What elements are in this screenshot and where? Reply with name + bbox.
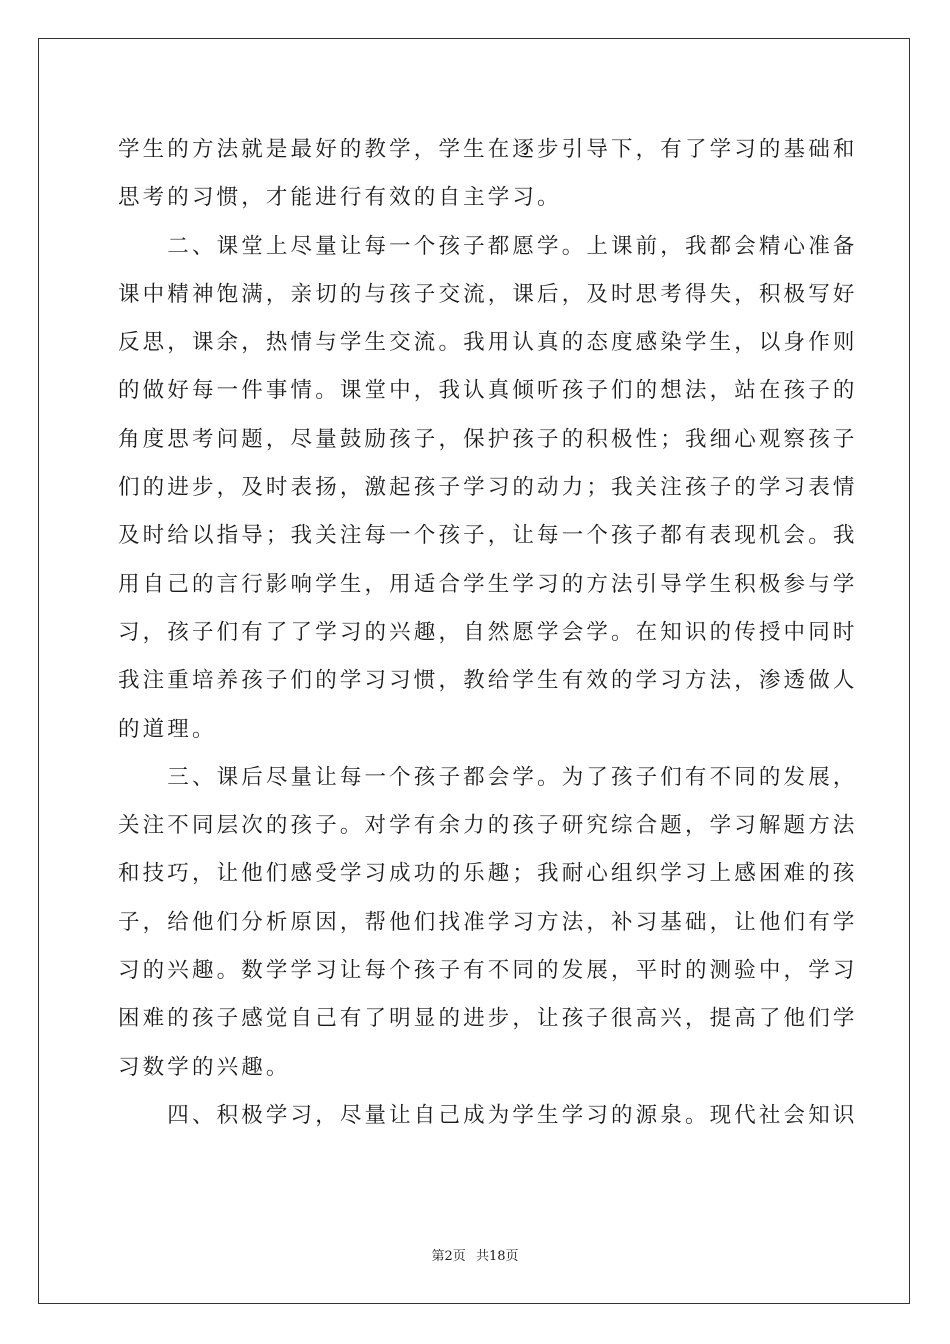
text-line: 子，给他们分析原因，帮他们找准学习方法，补习基础，让他们有学 — [118, 909, 858, 935]
text-line: 的道理。 — [118, 716, 217, 742]
text-line: 习，孩子们有了了学习的兴趣，自然愿学会学。在知识的传授中同时 — [118, 619, 858, 645]
text-line: 课中精神饱满，亲切的与孩子交流，课后，及时思考得失，积极写好 — [118, 281, 858, 307]
text-line: 习数学的兴趣。 — [118, 1054, 291, 1080]
page-number: 第2页 — [431, 1249, 466, 1264]
text-line: 和技巧，让他们感受学习成功的乐趣；我耐心组织学习上感困难的孩 — [118, 861, 858, 887]
text-line: 困难的孩子感觉自己有了明显的进步，让孩子很高兴，提高了他们学 — [118, 1006, 858, 1032]
text-line: 角度思考问题，尽量鼓励孩子，保护孩子的积极性；我细心观察孩子 — [118, 426, 858, 452]
text-line: 关注不同层次的孩子。对学有余力的孩子研究综合题，学习解题方法 — [118, 813, 858, 839]
page-footer — [0, 1245, 950, 1264]
document-body — [118, 126, 858, 1140]
text-line: 四、积极学习，尽量让自己成为学生学习的源泉。现代社会知识 — [118, 1102, 858, 1128]
text-line: 用自己的言行影响学生，用适合学生学习的方法引导学生积极参与学 — [118, 571, 858, 597]
text-line: 二、课堂上尽量让每一个孩子都愿学。上课前，我都会精心准备 — [118, 233, 858, 259]
text-line: 思考的习惯，才能进行有效的自主学习。 — [118, 185, 562, 211]
text-line: 三、课后尽量让每一个孩子都会学。为了孩子们有不同的发展， — [118, 764, 858, 790]
text-line: 及时给以指导；我关注每一个孩子，让每一个孩子都有表现机会。我 — [118, 523, 858, 549]
page-total: 共18页 — [475, 1249, 519, 1264]
text-line: 习的兴趣。数学学习让每个孩子有不同的发展，平时的测验中，学习 — [118, 958, 858, 984]
text-line: 的做好每一件事情。课堂中，我认真倾听孩子们的想法，站在孩子的 — [118, 378, 858, 404]
text-line: 反思，课余，热情与学生交流。我用认真的态度感染学生，以身作则 — [118, 330, 858, 356]
text-line: 们的进步，及时表扬，激起孩子学习的动力；我关注孩子的学习表情 — [118, 475, 858, 501]
text-line: 学生的方法就是最好的教学，学生在逐步引导下，有了学习的基础和 — [118, 137, 858, 162]
text-line: 我注重培养孩子们的学习习惯，教给学生有效的学习方法，渗透做人 — [118, 668, 858, 694]
